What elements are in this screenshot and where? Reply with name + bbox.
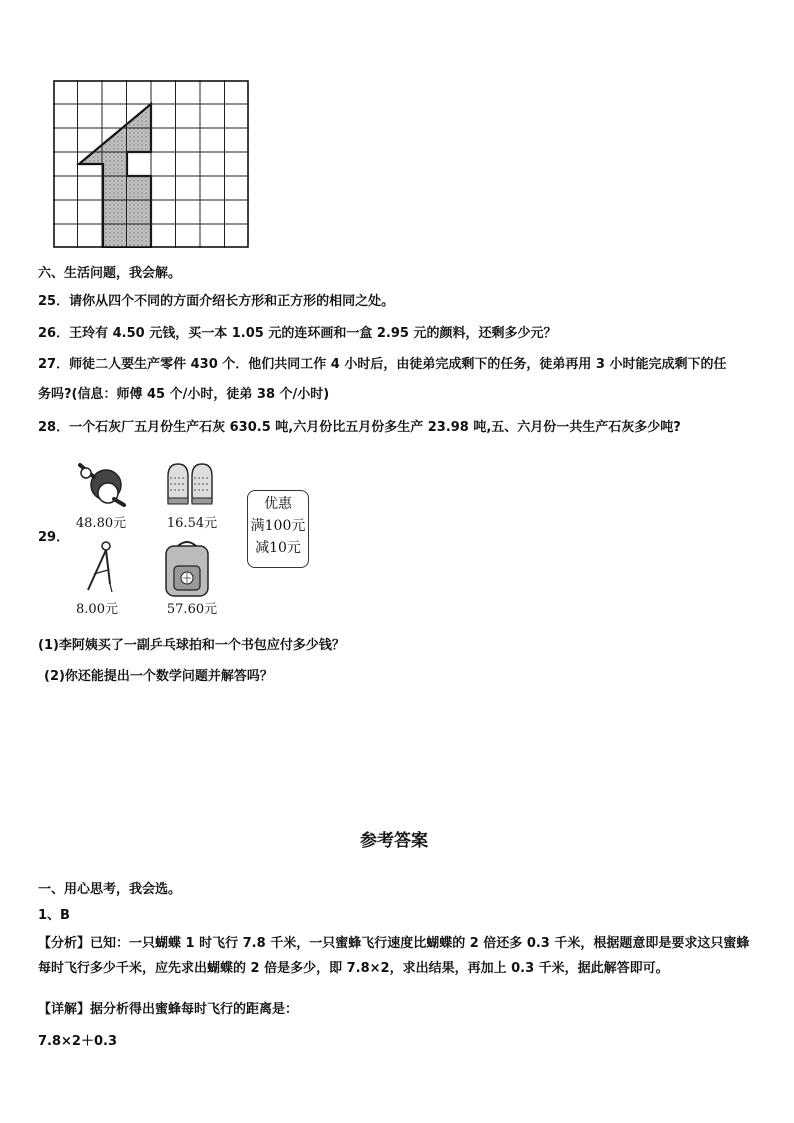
promo-line: 减10元 <box>255 540 301 556</box>
question-28: 28．一个石灰厂五月份生产石灰 630.5 吨,六月份比五月份多生产 23.98 吨,五、六月份一共生产石灰多少吨? <box>38 420 681 435</box>
price-label: 8.00元 <box>76 602 118 617</box>
analysis-tag: 【分析】 <box>38 936 91 951</box>
price-label: 48.80元 <box>75 516 127 531</box>
detail-tag: 【详解】 <box>38 1002 91 1017</box>
price-label: 16.54元 <box>166 516 218 531</box>
detail-text: 据分析得出蜜蜂每时飞行的距离是： <box>90 1002 299 1017</box>
answers-section-heading: 一、用心思考，我会选。 <box>38 882 182 897</box>
price-label: 57.60元 <box>166 602 218 617</box>
question-27-line2: 务吗?(信息：师傅 45 个/小时，徒弟 38 个/小时) <box>38 387 330 402</box>
answer-1: 1、B <box>38 908 70 923</box>
question-29-sub1: (1)李阿姨买了一副乒乓球拍和一个书包应付多少钱？ <box>38 638 345 653</box>
grid-figure <box>53 80 249 248</box>
question-25: 25．请你从四个不同的方面介绍长方形和正方形的相同之处。 <box>38 294 395 309</box>
ping-pong-paddle-icon <box>74 459 130 507</box>
promo-line: 优惠 <box>264 496 292 512</box>
question-29-sub2: (2)你还能提出一个数学问题并解答吗？ <box>44 669 273 684</box>
section-heading: 六、生活问题，我会解。 <box>38 266 182 281</box>
gloves-icon <box>162 458 218 508</box>
compass-icon <box>80 540 120 594</box>
formula: 7.8×2＋0.3 <box>38 1034 117 1049</box>
question-27-line1: 27．师徒二人要生产零件 430 个．他们共同工作 4 小时后，由徒弟完成剩下的任务，徒弟再用 3 小时能完成剩下的任 <box>38 357 727 372</box>
promo-line: 满100元 <box>250 518 306 534</box>
question-29-number: 29． <box>38 530 70 545</box>
discount-promo-box <box>247 490 309 568</box>
backpack-icon <box>160 538 214 598</box>
detail-paragraph <box>38 998 298 1017</box>
question-26: 26．王玲有 4.50 元钱，买一本 1.05 元的连环画和一盒 2.95 元的颜料，还剩多少元？ <box>38 326 557 341</box>
analysis-paragraph <box>38 931 760 981</box>
answers-title: 参考答案 <box>360 831 428 851</box>
analysis-text: 已知：一只蝴蝶 1 时飞行 7.8 千米，一只蜜蜂飞行速度比蝴蝶的 2 倍还多 0.3 千米，根据题意即是要求这只蜜蜂每时飞行多少千米，应先求出蝴蝶的 2 倍是多少，即 7.8×2，求出结果，再加上 0.3 千米，据此解答即可。 <box>38 936 750 976</box>
